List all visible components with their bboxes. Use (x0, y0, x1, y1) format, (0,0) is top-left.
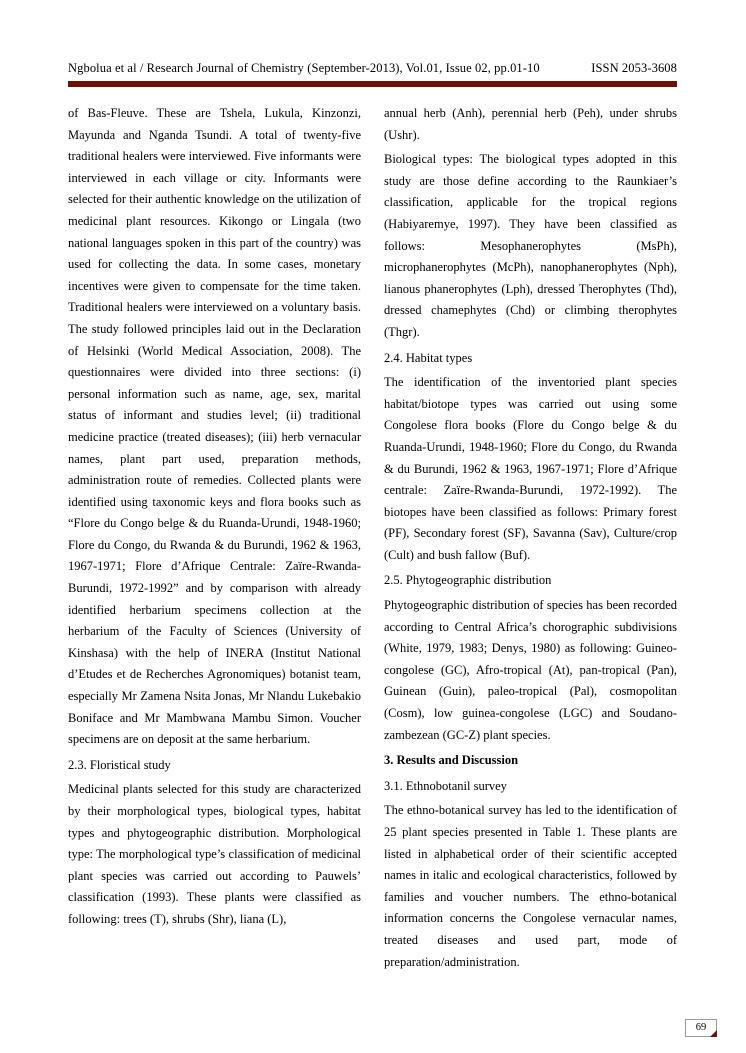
paragraph: The identification of the inventoried plant species habitat/biotope types was carried out using some Congolese flora books (Flore du Congo belge & du Ruanda-Urundi, 1948-1960; Flore du Congo, du Rwanda & du Burundi, 1962 & 1963, 1967-1971; Flore d’Afrique centrale: Zaïre-Rwanda-Burundi, 1972-1992). The biotopes have been classified as follows: Primary forest (PF), Secondary forest (SF), Savanna (Sav), Culture/crop (Cult) and bush fallow (Buf). (384, 375, 677, 562)
section-heading-phytogeographic-distribution: 2.5. Phytogeographic distribution (384, 573, 552, 588)
header-citation: Ngbolua et al / Research Journal of Chemistry (September-2013), Vol.01, Issue 02, pp.01-10 (68, 61, 540, 75)
paragraph: Medicinal plants selected for this study are characterized by their morphological types, biological types, habitat types and phytogeographic distribution. Morphological type: The morphological type’s classification of medicinal plant species was carried out according to Pauwels’ classification (1993). These plants were classified as following: trees (T), shrubs (Shr), liana (L), (68, 782, 361, 926)
header-issn: ISSN 2053-3608 (591, 61, 677, 75)
page-number-box (685, 1019, 717, 1037)
left-column (68, 103, 361, 976)
section-heading-results-and-discussion: 3. Results and Discussion (384, 753, 519, 768)
section-heading-floristical-study: 2.3. Floristical study (68, 757, 171, 772)
paragraph: Biological types: The biological types adopted in this study are those define according to the Raunkiaer’s classification, applicable for the tropical regions (Habiyaremye, 1997). They have been classified as follows: Mesophanerophytes (MsPh), microphanerophytes (McPh), nanophanerophytes (Nph), lianous phanerophytes (Lph), dressed Therophytes (Thd), dressed chamephytes (Chd) or climbing therophytes (Thgr). (384, 152, 677, 339)
page-header (68, 61, 677, 76)
header-divider-rule (68, 81, 677, 87)
paragraph: The ethno-botanical survey has led to the identification of 25 plant species presented in Table 1. These plants are listed in alphabetical order of their scientific accepted names in italic and ecological characteristics, followed by families and voucher numbers. The ethno-botanical information concerns the Congolese vernacular names, treated diseases and used part, mode of preparation/administration. (384, 803, 677, 969)
section-heading-habitat-types: 2.4. Habitat types (384, 350, 473, 365)
two-column-content (68, 103, 677, 976)
paragraph: Phytogeographic distribution of species has been recorded according to Central Africa’s chorographic subdivisions (White, 1979, 1983; Denys, 1980) as following: Guineo-congolese (GC), Afro-tropical (At), pan-tropical (Pan), Guinean (Guin), paleo-tropical (Pal), cosmopolitan (Cosm), low guinea-congolese (LGC) and Soudano-zambezean (GC-Z) plant species. (384, 598, 677, 742)
paragraph: of Bas-Fleuve. These are Tshela, Lukula, Kinzonzi, Mayunda and Nganda Tsundi. A total of twenty-five traditional healers were interviewed. Five informants were interviewed in each village or city. Informants were selected for their authentic knowledge on the utilization of medicinal plant resources. Kikongo or Lingala (two national languages spoken in this part of the country) was used for collecting the data. In some cases, monetary incentives were given to compensate for the time taken. Traditional healers were interviewed on a voluntary basis. The study followed principles laid out in the Declaration of Helsinki (World Medical Association, 2008). The questionnaires were divided into three sections: (i) personal information such as name, age, sex, marital status of informant and studies level; (ii) traditional medicine practice (treated diseases); (iii) herb vernacular names, plant part used, preparation methods, administration route of remedies. Collected plants were identified using taxonomic keys and flora books such as “Flore du Congo belge & du Ruanda-Urundi, 1948-1960; Flore du Congo, du Rwanda & du Burundi, 1962 & 1963, 1967-1971; Flore d’Afrique Centrale: Zaïre-Rwanda-Burundi, 1972-1992” and by comparison with already identified herbarium specimens collection at the herbarium of the Faculty of Sciences (University of Kinshasa) with the help of INERA (Institut National d’Etudes et de Recherches Agronomiques) botanist team, especially Mr Zamena Nsita Jonas, Mr Nlandu Lukebakio Boniface and Mr Mambwana Mambu Simon. Voucher specimens are on deposit at the same herbarium. (68, 106, 361, 747)
page-number: 69 (695, 1022, 707, 1033)
page-corner-icon (710, 1030, 717, 1037)
right-column (384, 103, 677, 976)
paragraph: annual herb (Anh), perennial herb (Peh), under shrubs (Ushr). (384, 106, 677, 142)
section-heading-ethnobotanil-survey: 3.1. Ethnobotanil survey (384, 778, 507, 793)
